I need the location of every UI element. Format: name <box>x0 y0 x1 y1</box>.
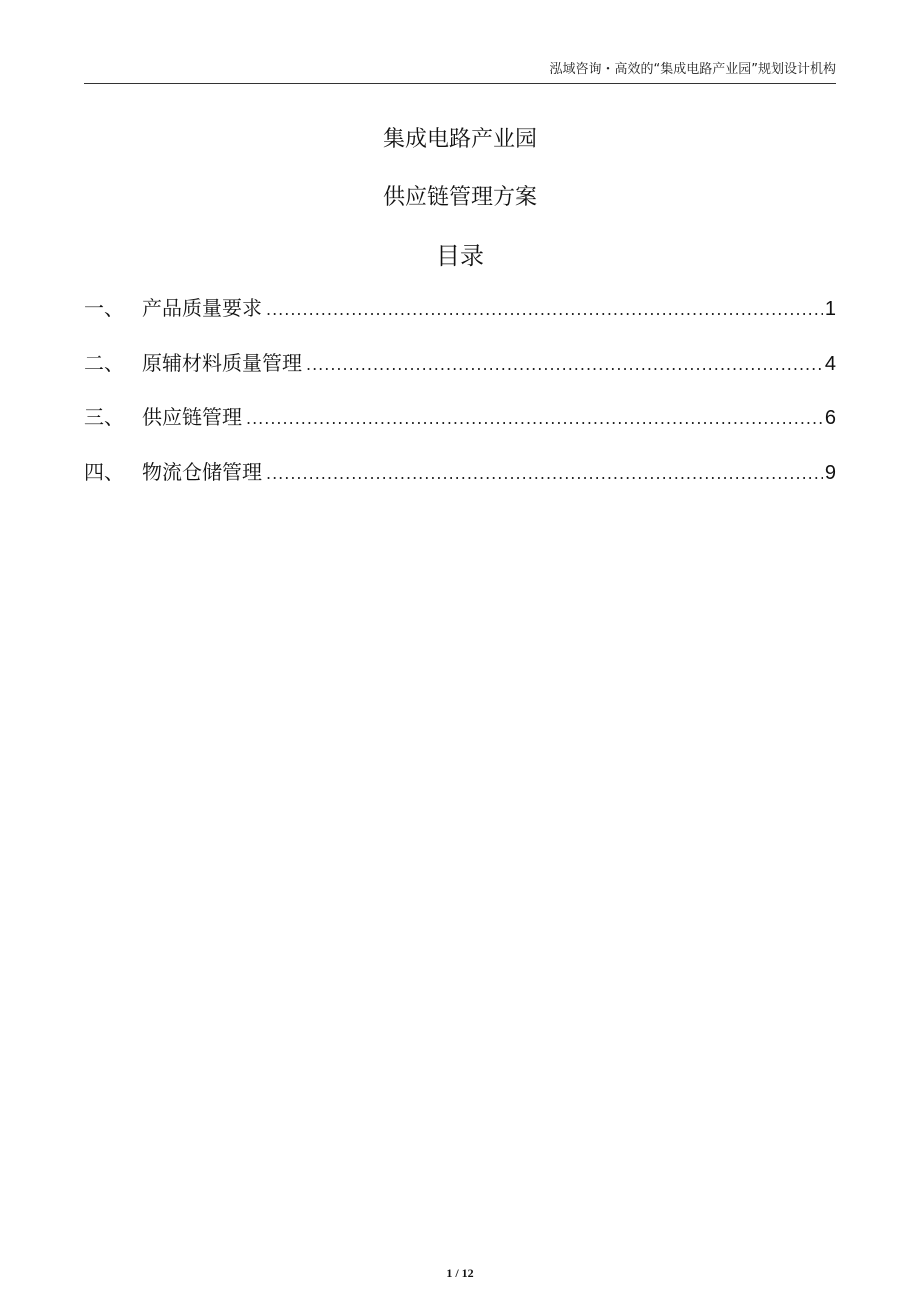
toc-entry-page: 1 <box>824 298 836 320</box>
table-of-contents <box>84 292 836 510</box>
toc-entry-page: 9 <box>824 461 836 484</box>
toc-entry-logistics[interactable] <box>84 456 836 511</box>
toc-dot-leader <box>266 464 823 483</box>
toc-entry-title: 原辅材料质量管理 <box>142 350 302 375</box>
toc-dot-leader <box>266 300 823 319</box>
page-indicator: 1 / 12 <box>446 1266 474 1280</box>
toc-dot-leader <box>306 355 823 374</box>
toc-entry-title: 物流仓储管理 <box>142 459 262 484</box>
toc-entry-material-quality[interactable] <box>84 347 836 402</box>
document-subtitle: 供应链管理方案 <box>382 185 537 210</box>
toc-entry-number: 一、 <box>84 296 124 320</box>
toc-dot-leader <box>246 409 823 428</box>
toc-entry-page: 6 <box>824 407 836 429</box>
header-divider <box>84 83 836 84</box>
toc-entry-title: 产品质量要求 <box>142 296 262 320</box>
running-header: 泓域咨询・高效的“集成电路产业园”规划设计机构 <box>549 62 836 77</box>
toc-entry-title: 供应链管理 <box>142 405 242 429</box>
toc-entry-number: 四、 <box>84 459 124 484</box>
document-title: 集成电路产业园 <box>382 127 537 152</box>
toc-entry-supply-chain[interactable] <box>84 401 836 456</box>
toc-entry-number: 三、 <box>84 405 124 429</box>
toc-entry-page: 4 <box>824 352 836 375</box>
toc-entry-number: 二、 <box>84 350 124 375</box>
toc-entry-product-quality[interactable] <box>84 292 836 347</box>
toc-heading: 目录 <box>436 242 484 270</box>
